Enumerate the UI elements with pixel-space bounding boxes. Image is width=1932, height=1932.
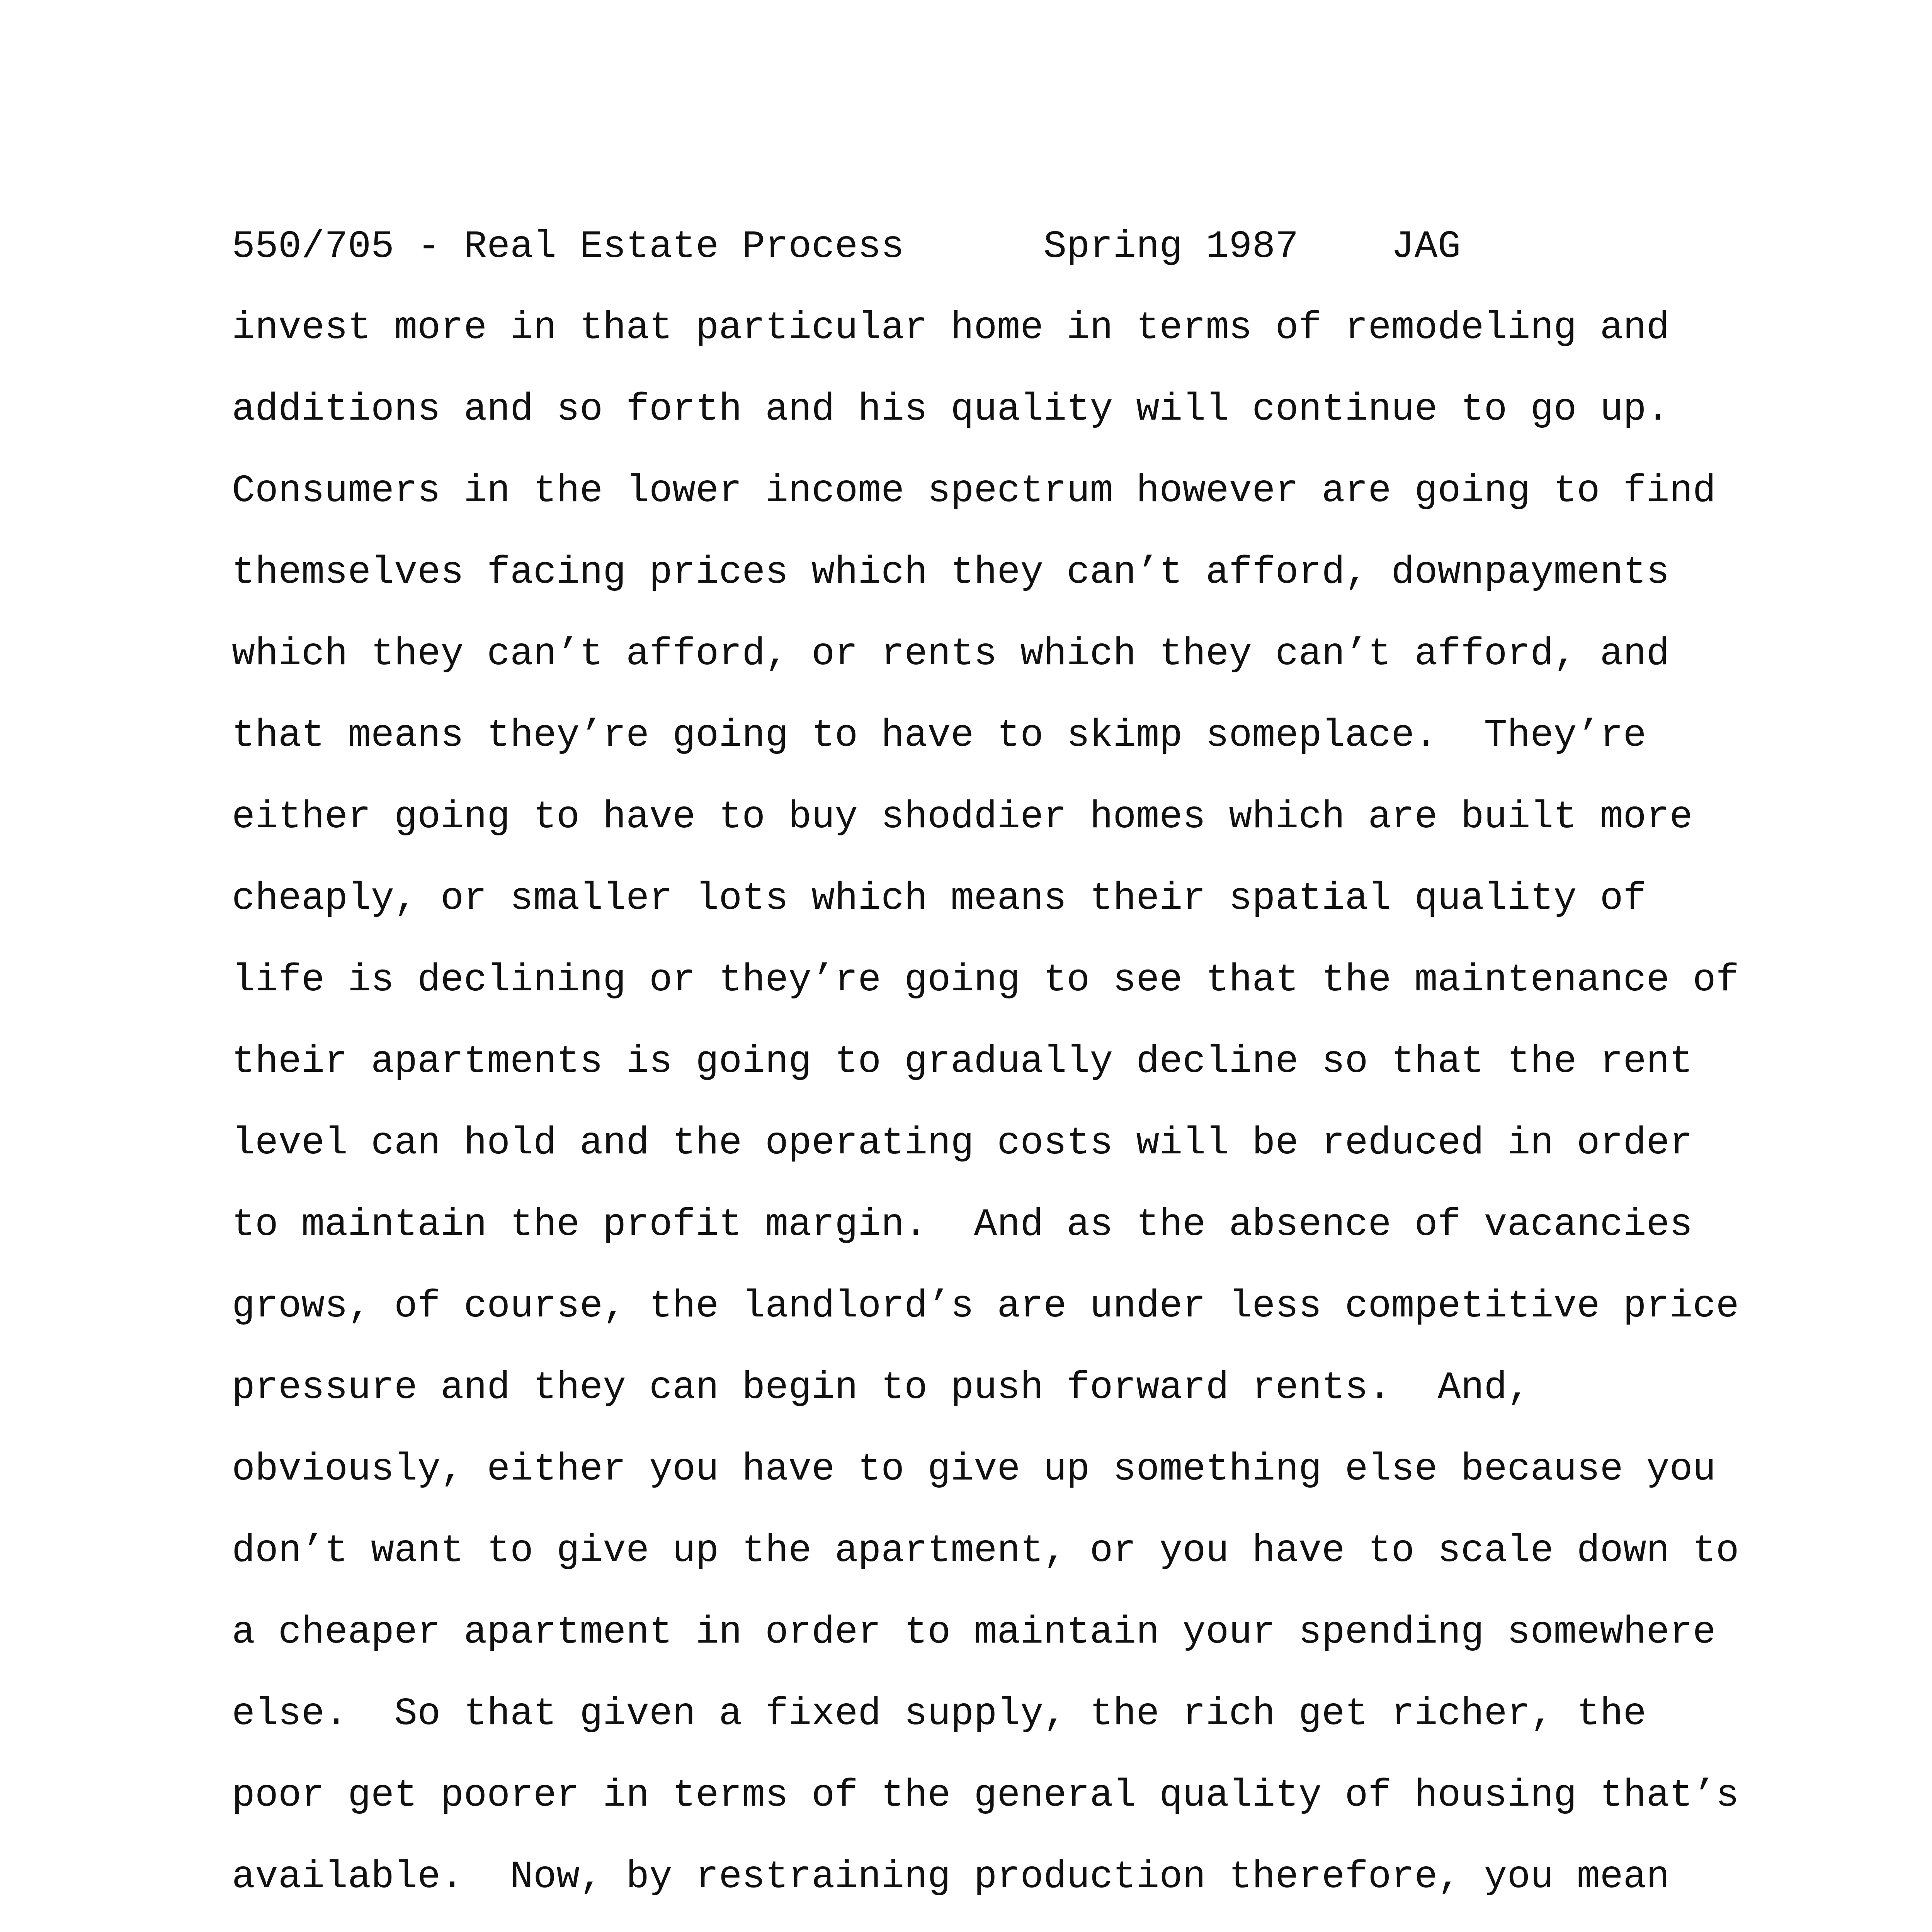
text-line: pressure and they can begin to push forward rents. And, <box>232 1366 1531 1410</box>
text-line: obviously, either you have to give up something else because you <box>232 1448 1716 1492</box>
text-line: to maintain the profit margin. And as the absence of vacancies <box>232 1203 1693 1247</box>
text-line: available. Now, by restraining production therefore, you mean <box>232 1855 1670 1899</box>
running-header: 550/705 - Real Estate Process Spring 1987 JAG <box>232 225 1461 269</box>
text-line: grows, of course, the landlord’s are under less competitive price <box>232 1285 1739 1328</box>
text-line: their apartments is going to gradually decline so that the rent <box>232 1040 1693 1084</box>
text-line: invest more in that particular home in terms of remodeling and <box>232 306 1670 350</box>
text-line: don’t want to give up the apartment, or you have to scale down to <box>232 1529 1739 1573</box>
text-line: that means they’re going to have to skimp someplace. They’re <box>232 714 1646 758</box>
text-line: themselves facing prices which they can’t afford, downpayments <box>232 551 1670 595</box>
text-line: a cheaper apartment in order to maintain your spending somewhere <box>232 1611 1716 1655</box>
text-line: either going to have to buy shoddier homes which are built more <box>232 796 1693 839</box>
text-line: life is declining or they’re going to see that the maintenance of <box>232 959 1739 1002</box>
text-line: else. So that given a fixed supply, the rich get richer, the <box>232 1692 1646 1736</box>
text-line: Consumers in the lower income spectrum however are going to find <box>232 469 1716 513</box>
text-line: level can hold and the operating costs will be reduced in order <box>232 1122 1693 1165</box>
text-line: which they can’t afford, or rents which they can’t afford, and <box>232 633 1670 676</box>
text-line: cheaply, or smaller lots which means their spatial quality of <box>232 877 1646 921</box>
text-line: poor get poorer in terms of the general quality of housing that’s <box>232 1774 1739 1818</box>
text-line: additions and so forth and his quality will continue to go up. <box>232 388 1670 432</box>
body-text <box>232 303 1855 1932</box>
